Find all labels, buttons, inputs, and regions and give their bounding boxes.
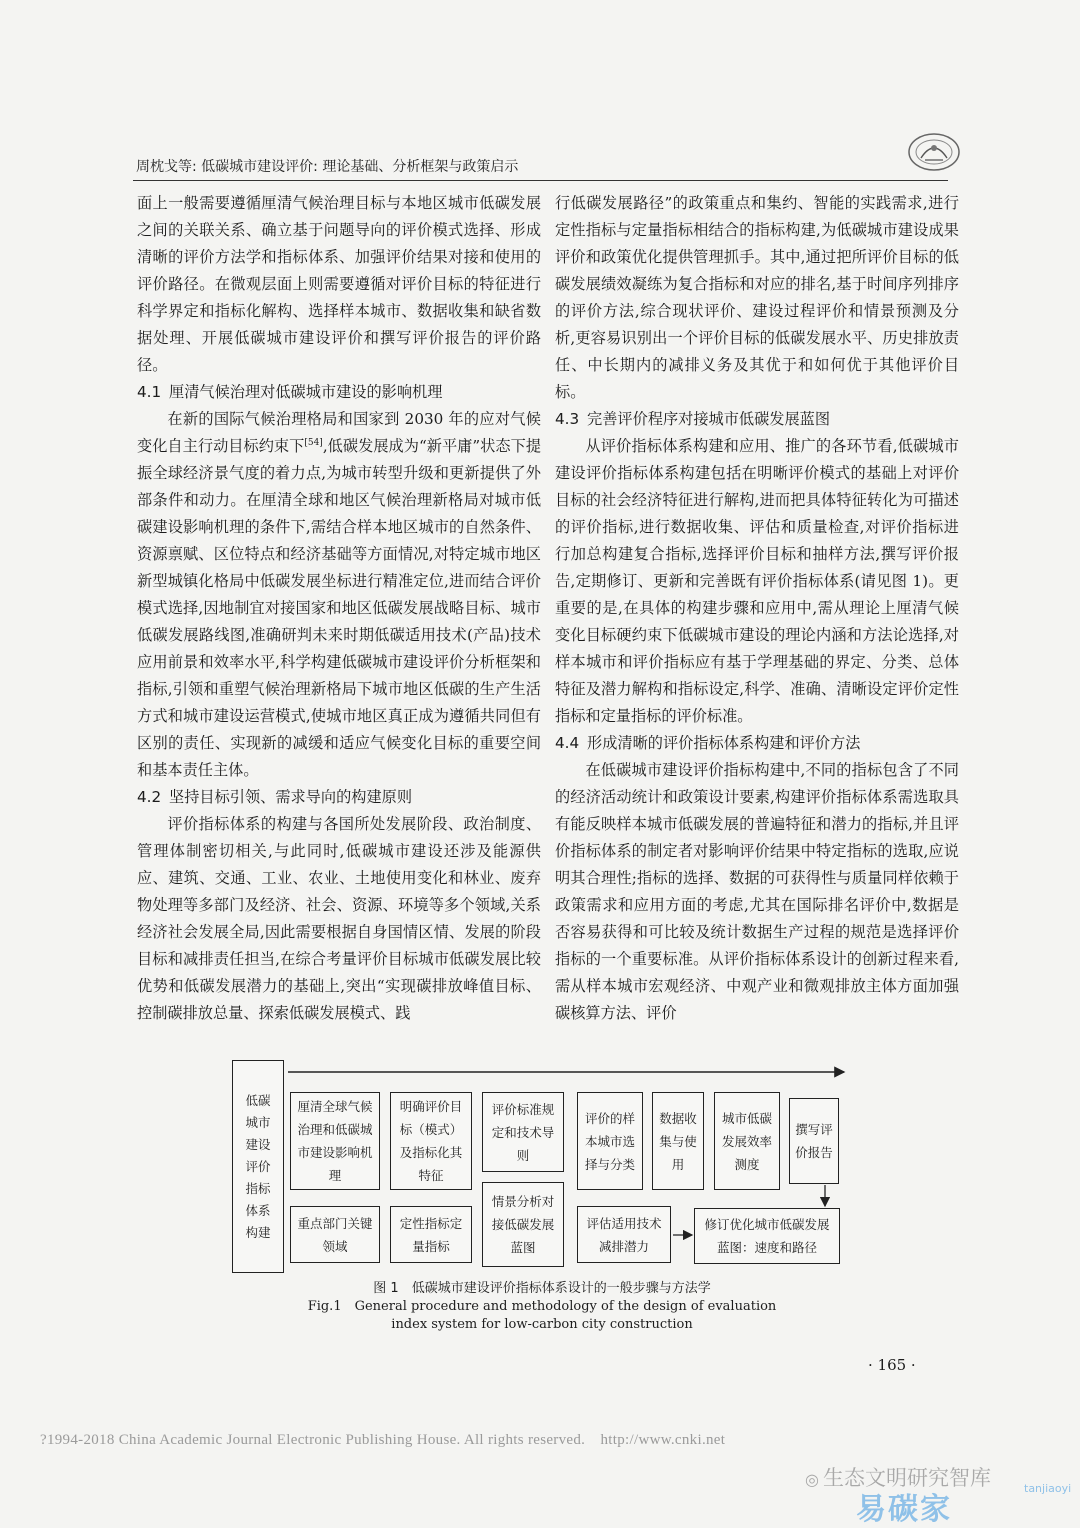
side-label-box: 低碳城市建设评价指标体系构建 bbox=[232, 1060, 284, 1273]
step-data-collection: 数据收集与使用 bbox=[652, 1092, 704, 1190]
section-title: 坚持目标引领、需求导向的构建原则 bbox=[169, 788, 412, 806]
citation: [54] bbox=[304, 437, 323, 448]
page-number: · 165 · bbox=[868, 1356, 916, 1374]
left-paragraph-3: 评价指标体系的构建与各国所处发展阶段、政治制度、管理体制密切相关,与此同时,低碳城市建设还涉及能源供应、建筑、交通、工业、农业、土地使用变化和林业、废弃物处理等多部门及经济、社会、资源、环境等多个领域,关系经济社会发展全局,因此需要根据自身国情区情、发展的阶段目标和减排责任担当,在综合考量评价目标城市低碳发展比较优势和低碳发展潜力的基础上,突出“实现碳排放峰值目标、控制碳排放总量、探索低碳发展模式、践 bbox=[137, 815, 541, 1022]
left-paragraph-2b: ,低碳发展成为“新平庸”状态下提振全球经济景气度的着力点,为城市转型升级和更新提供了外部条件和动力。在厘清全球和地区气候治理新格局对城市低碳建设影响机理的条件下,需结合样本地区城市的自然条件、资源禀赋、区位特点和经济基础等方面情况,对特定城市地区新型城镇化格局中低碳发展坐标进行精准定位,进而结合评价模式选择,因地制宜对接国家和地区低碳发展战略目标、城市低碳发展路线图,准确研判未来时期低碳适用技术(产品)技术应用前景和效率水平,科学构建低碳城市建设评价分析框架和指标,引领和重塑气候治理新格局下城市地区低碳的生产生活方式和城市建设运营模式,使城市地区真正成为遵循共同但有区别的责任、实现新的减缓和适应气候变化目标的重要空间和基本责任主体。 bbox=[137, 437, 542, 779]
right-paragraph-1: 行低碳发展路径”的政策重点和集约、智能的实践需求,进行定性指标与定量指标相结合的指标构建,为低碳城市建设成果评价和政策优化提供管理抓手。其中,通过把所评价目标的低碳发展绩效凝练为复合指标和对应的排名,基于时间序列排序的评价方法,综合现状评价、建设过程评价和情景预测及分析,更容易识别出一个评价目标的低碳发展水平、历史排放责任、中长期内的减排义务及其优于和如何优于其他评价目标。 bbox=[555, 194, 959, 401]
right-paragraph-2: 从评价指标体系构建和应用、推广的各环节看,低碳城市建设评价指标体系构建包括在明晰评价模式的基础上对评价目标的社会经济特征进行解构,进而把具体特征转化为可描述的评价指标,进行数据收集、评估和质量检查,对评价指标进行加总构建复合指标,选择评价目标和抽样方法,撰写评价报告,定期修订、更新和完善既有评价指标体系(请见图 1)。更重要的是,在具体的构建步骤和应用中,需从理论上厘清气候变化目标硬约束下低碳城市建设的理论内涵和方法论选择,对样本城市和评价指标应有基于学理基础的界定、分类、总体特征及潜力解构和指标设定,科学、准确、清晰设定评价定性指标和定量指标的评价标准。 bbox=[555, 437, 959, 725]
journal-seal-icon bbox=[905, 128, 963, 172]
step-assess-technology: 评估适用技术减排潜力 bbox=[577, 1206, 671, 1263]
header-rule bbox=[133, 180, 948, 181]
section-4-1-heading bbox=[137, 379, 541, 406]
brand-logo-text: 易碳家 bbox=[856, 1492, 952, 1527]
section-number: 4.1 bbox=[137, 383, 162, 401]
figure-caption-en-line-1: Fig.1 General procedure and methodology of the design of evaluation bbox=[307, 1299, 777, 1314]
running-title: 周枕戈等: 低碳城市建设评价: 理论基础、分析框架与政策启示 bbox=[136, 159, 519, 175]
section-title: 完善评价程序对接城市低碳发展蓝图 bbox=[587, 410, 830, 428]
copyright-line: ?1994-2018 China Academic Journal Electronic Publishing House. All rights reserved. http://www.cnki.net bbox=[40, 1432, 726, 1448]
section-number: 4.2 bbox=[137, 788, 162, 806]
right-column bbox=[555, 190, 959, 1027]
step-efficiency-measure: 城市低碳发展效率测度 bbox=[714, 1092, 780, 1190]
step-indicators: 定性指标定量指标 bbox=[390, 1206, 472, 1263]
step-sample-cities: 评价的样本城市选择与分类 bbox=[577, 1092, 643, 1190]
left-paragraph-2 bbox=[137, 406, 541, 784]
figure-caption-cn: 图 1 低碳城市建设评价指标体系设计的一般步骤与方法学 bbox=[373, 1281, 711, 1296]
step-climate-governance: 厘清全球气候治理和低碳城市建设影响机理 bbox=[290, 1092, 380, 1190]
step-revise-blueprint: 修订优化城市低碳发展蓝图：速度和路径 bbox=[694, 1208, 840, 1264]
section-4-3-heading bbox=[555, 406, 959, 433]
left-paragraph-2a: 在新的国际气候治理格局和国家到 2030 年的应对气候变化自主行动目标约束下 bbox=[137, 410, 541, 455]
running-header bbox=[136, 156, 956, 176]
section-4-2-heading bbox=[137, 784, 541, 811]
figure-caption-en-line-2: index system for low-carbon city construction bbox=[391, 1317, 693, 1332]
left-paragraph-1: 面上一般需要遵循厘清气候治理目标与本地区城市低碳发展之间的关联关系、确立基于问题导向的评价模式选择、形成清晰的评价方法学和指标体系、加强评价结果对接和使用的评价路径。在微观层面上则需要遵循对评价目标的特征进行科学界定和指标化解构、选择样本城市、数据收集和缺省数据处理、开展低碳城市建设评价和撰写评价报告的评价路径。 bbox=[137, 194, 541, 374]
section-4-4-heading bbox=[555, 730, 959, 757]
step-scenario-analysis: 情景分析对接低碳发展蓝图 bbox=[482, 1182, 564, 1267]
figure-1-flowchart bbox=[232, 1060, 852, 1275]
wechat-icon: ◎ bbox=[805, 1470, 819, 1489]
step-key-sectors: 重点部门关键领域 bbox=[290, 1206, 380, 1263]
step-evaluation-standard: 评价标准规定和技术导则 bbox=[482, 1092, 564, 1172]
step-write-report: 撰写评价报告 bbox=[789, 1098, 839, 1184]
step-evaluation-target: 明确评价目标（模式）及指标化其特征 bbox=[390, 1092, 472, 1190]
watermark-text: 生态文明研究智库 bbox=[822, 1466, 991, 1490]
section-number: 4.4 bbox=[555, 734, 580, 752]
left-column bbox=[137, 190, 541, 1027]
right-paragraph-3: 在低碳城市建设评价指标构建中,不同的指标包含了不同的经济活动统计和政策设计要素,构建评价指标体系需选取具有能反映样本城市低碳发展的普遍特征和潜力的指标,并且评价指标体系的制定者对影响评价结果中特定指标的选取,应说明其合理性;指标的选择、数据的可获得性与质量同样依赖于政策需求和应用方面的考虑,尤其在国际排名评价中,数据是否容易获得和可比较及统计数据生产过程的规范是选择评价指标的一个重要标准。从评价指标体系设计的创新过程来看,需从样本城市宏观经济、中观产业和微观排放主体方面加强碳核算方法、评价 bbox=[555, 761, 959, 1022]
section-title: 厘清气候治理对低碳城市建设的影响机理 bbox=[169, 383, 443, 401]
section-title: 形成清晰的评价指标体系构建和评价方法 bbox=[587, 734, 861, 752]
section-number: 4.3 bbox=[555, 410, 580, 428]
brand-logo-subtext: tanjiaoyi bbox=[1024, 1482, 1072, 1495]
